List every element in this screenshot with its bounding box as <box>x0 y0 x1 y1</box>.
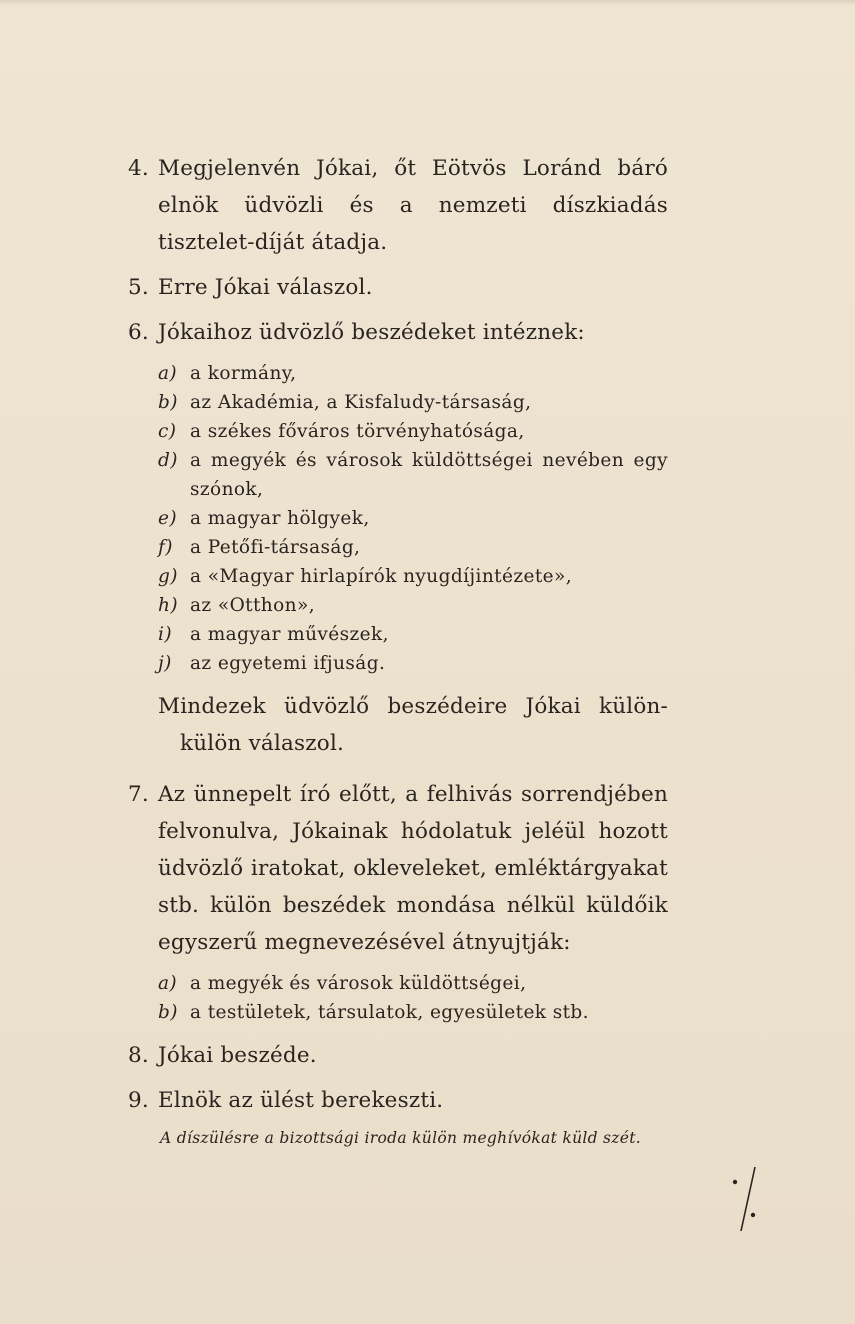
program-item-4 <box>128 150 668 261</box>
list-text: a «Magyar hirlapírók nyugdíjintézete», <box>190 566 573 587</box>
item-text: Elnök az ülést berekeszti. <box>158 1088 444 1113</box>
item-text: Erre Jókai válaszol. <box>158 275 373 300</box>
list-letter: b) <box>158 1002 178 1023</box>
item-number: 4. <box>128 156 149 181</box>
program-content <box>128 150 668 1147</box>
list-text: a Petőfi-társaság, <box>190 537 361 558</box>
program-item-6 <box>128 314 668 351</box>
paper-top-edge <box>0 0 855 6</box>
list-text: az egyetemi ifjuság. <box>190 653 386 674</box>
list-letter: h) <box>158 595 178 616</box>
item-text: Jókaihoz üdvözlő beszédeket intéznek: <box>158 320 585 345</box>
list-item <box>158 649 668 678</box>
item-text: Megjelenvén Jókai, őt Eötvös Loránd báró elnök üdvözli és a nemzeti díszkiadás tisztelet-díját átadja. <box>158 156 668 255</box>
list-text: a megyék és városok küldöttségei, <box>190 973 527 994</box>
list-letter: c) <box>158 421 177 442</box>
list-text: az Akadémia, a Kisfaludy-társaság, <box>190 392 532 413</box>
program-item-9 <box>128 1082 668 1119</box>
sublist-item-7 <box>158 969 668 1027</box>
list-letter: e) <box>158 508 177 529</box>
list-item <box>158 562 668 591</box>
list-text: a magyar művészek, <box>190 624 389 645</box>
list-item <box>158 446 668 504</box>
list-text: az «Otthon», <box>190 595 315 616</box>
list-item <box>158 533 668 562</box>
item-number: 7. <box>128 782 149 807</box>
list-text: a székes főváros törvényhatósága, <box>190 421 525 442</box>
sublist-item-6 <box>158 359 668 678</box>
item-number: 6. <box>128 320 149 345</box>
list-letter: a) <box>158 363 178 384</box>
list-item <box>158 504 668 533</box>
list-letter: i) <box>158 624 172 645</box>
list-item <box>158 417 668 446</box>
division-mark-icon <box>726 1165 766 1235</box>
list-text: a testületek, társulatok, egyesületek stb. <box>190 1002 589 1023</box>
list-letter: a) <box>158 973 178 994</box>
item-number: 5. <box>128 275 149 300</box>
program-item-8 <box>128 1037 668 1074</box>
footnote: A díszülésre a bizottsági iroda külön meghívókat küld szét. <box>160 1129 642 1147</box>
program-item-7 <box>128 776 668 961</box>
program-item-5 <box>128 269 668 306</box>
list-letter: g) <box>158 566 178 587</box>
item-text: Jókai beszéde. <box>158 1043 317 1068</box>
list-item <box>158 998 668 1027</box>
list-item <box>158 969 668 998</box>
list-item <box>158 388 668 417</box>
item-number: 9. <box>128 1088 149 1113</box>
list-letter: j) <box>158 653 172 674</box>
list-letter: d) <box>158 450 178 471</box>
reply-paragraph: Mindezek üdvözlő beszédeire Jókai külön-külön válaszol. <box>158 694 668 756</box>
list-item <box>158 591 668 620</box>
list-item <box>158 359 668 388</box>
list-item <box>158 620 668 649</box>
item-text: Az ünnepelt író előtt, a felhivás sorrendjében felvonulva, Jókainak hódolatuk jeléül hozott üdvözlő iratokat, okleveleket, emléktárgyakat stb. külön beszédek mondása nélkül küldőik egyszerű megnevezésével átnyujtják: <box>158 782 668 955</box>
item-number: 8. <box>128 1043 149 1068</box>
list-letter: f) <box>158 537 173 558</box>
list-letter: b) <box>158 392 178 413</box>
list-text: a megyék és városok küldöttségei nevében egy szónok, <box>190 450 668 500</box>
list-text: a magyar hölgyek, <box>190 508 370 529</box>
list-text: a kormány, <box>190 363 297 384</box>
